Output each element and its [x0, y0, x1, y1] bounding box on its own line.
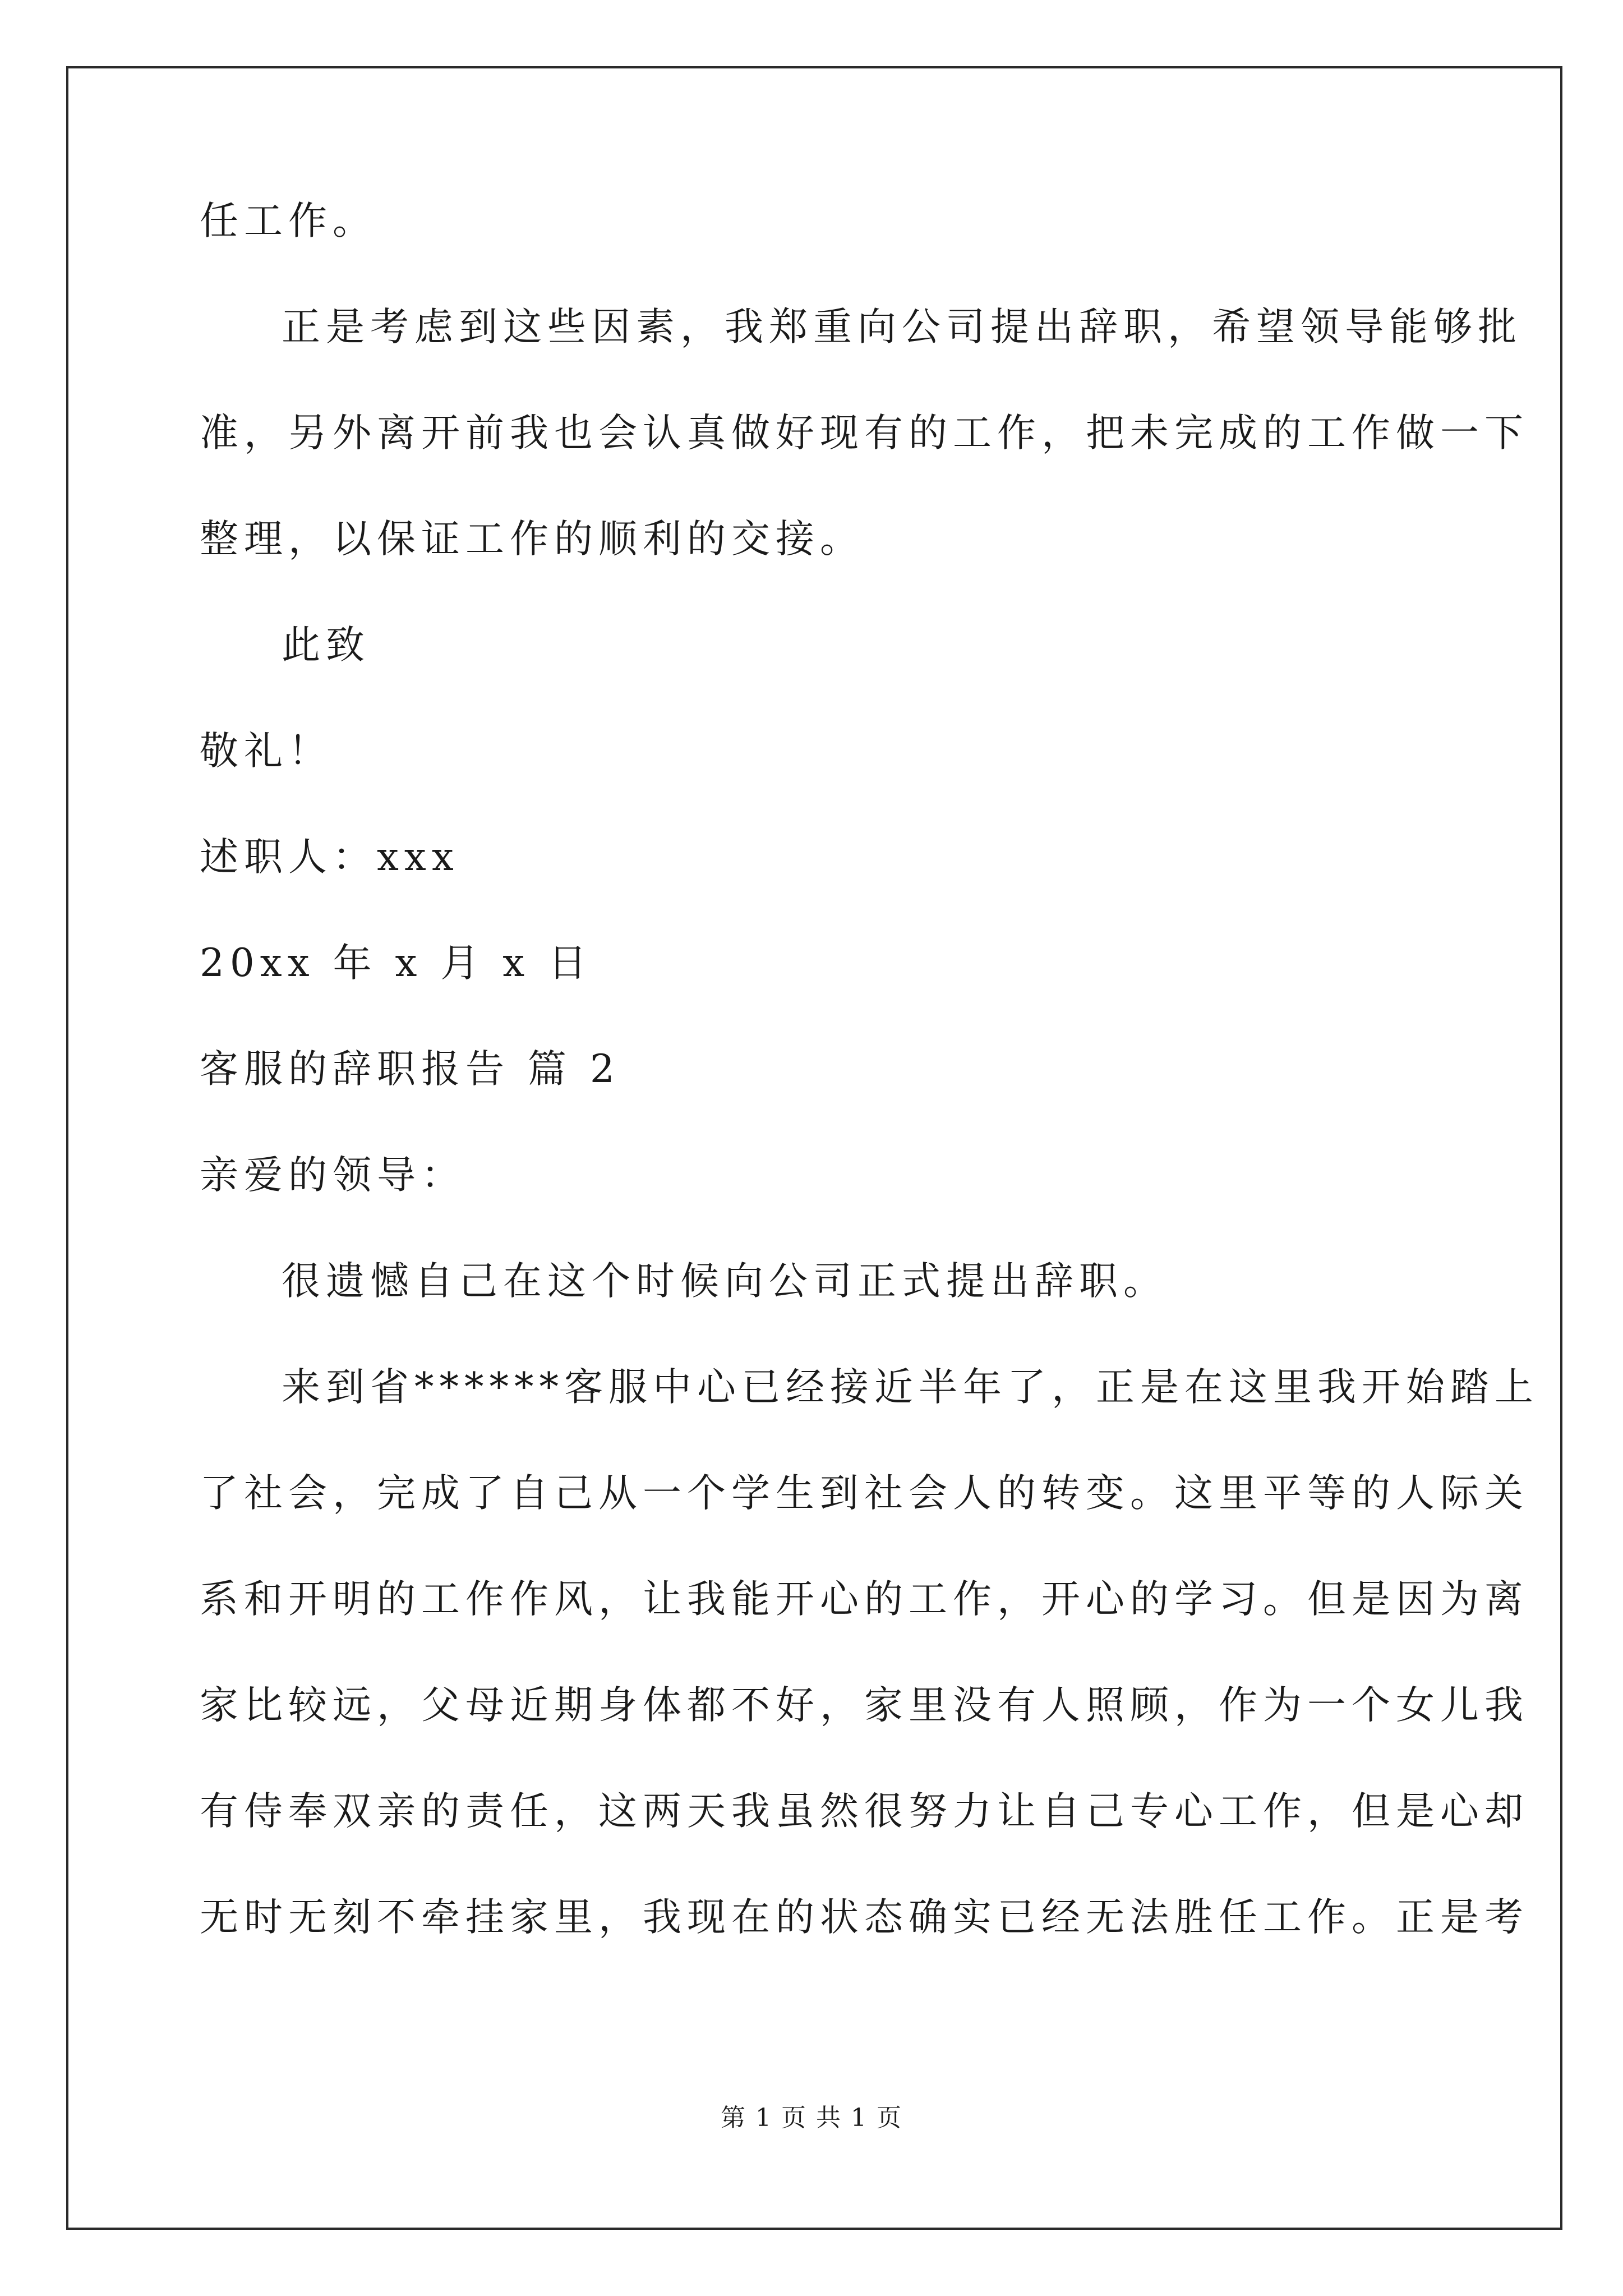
- text-line: 无时无刻不牵挂家里，我现在的状态确实已经无法胜任工作。正是考: [200, 1895, 1529, 1940]
- text-line: 系和开明的工作作风，让我能开心的工作，开心的学习。但是因为离: [200, 1577, 1529, 1622]
- text-line: 此致: [282, 623, 370, 668]
- text-line: 了社会，完成了自己从一个学生到社会人的转变。这里平等的人际关: [200, 1471, 1529, 1516]
- text-line: 正是考虑到这些因素，我郑重向公司提出辞职，希望领导能够批: [282, 305, 1522, 349]
- text-line: 敬礼！: [200, 729, 333, 774]
- text-line: 来到省******客服中心已经接近半年了，正是在这里我开始踏上: [282, 1365, 1539, 1410]
- text-line: 述职人：xxx: [200, 835, 459, 880]
- text-line: 20xx 年 x 月 x 日: [200, 941, 593, 986]
- text-line: 很遗憾自己在这个时候向公司正式提出辞职。: [282, 1259, 1168, 1304]
- text-line: 有侍奉双亲的责任，这两天我虽然很努力让自己专心工作，但是心却: [200, 1789, 1529, 1834]
- text-line: 亲爱的领导：: [200, 1153, 465, 1198]
- page-number-footer: 第 1 页 共 1 页: [721, 2104, 902, 2132]
- text-line: 准，另外离开前我也会认真做好现有的工作，把未完成的工作做一下: [200, 411, 1529, 455]
- text-line: 整理，以保证工作的顺利的交接。: [200, 517, 864, 562]
- text-line: 家比较远，父母近期身体都不好，家里没有人照顾，作为一个女儿我: [200, 1683, 1529, 1728]
- text-line: 任工作。: [200, 199, 377, 243]
- text-line: 客服的辞职报告 篇 2: [200, 1047, 620, 1092]
